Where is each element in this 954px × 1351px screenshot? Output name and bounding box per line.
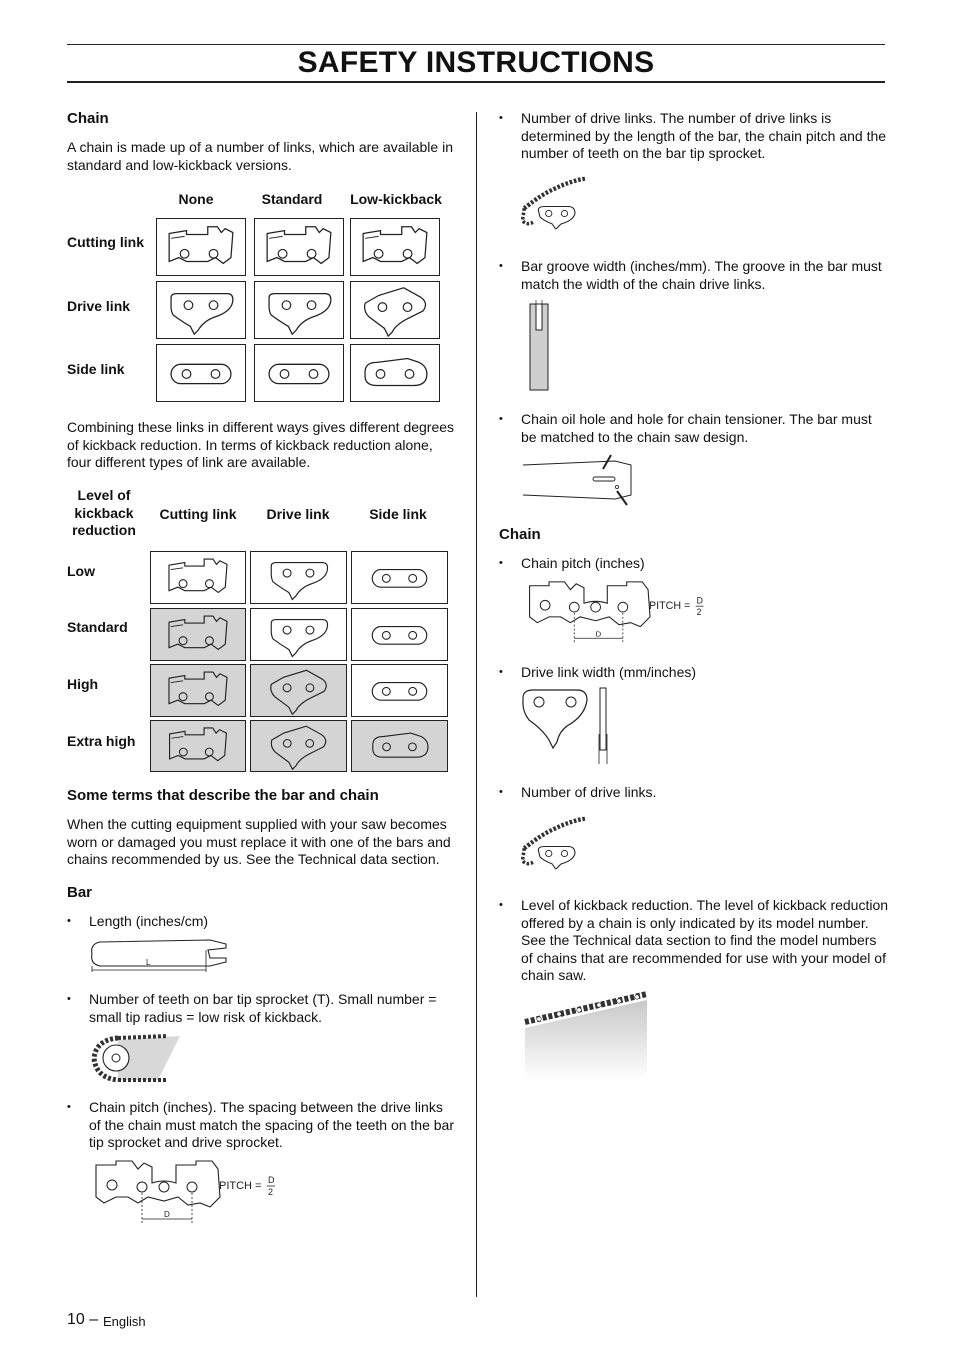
chain-pitch-label: PITCH = xyxy=(649,600,691,613)
table2-col-drive-link: Drive link xyxy=(266,506,330,522)
extra-high-side-link-image xyxy=(351,720,448,772)
right-chain-heading: Chain xyxy=(499,526,541,543)
high-cutting-link-image xyxy=(150,664,246,717)
high-drive-link-image xyxy=(250,664,347,717)
kickback-level-bullet: • Level of kickback reduction. The level of kickback reduction offered by a chain is only indicated by its model number. See the Technical data section to find the model numbers of chains that are recommended for use with your model of chain saw. xyxy=(499,897,889,985)
table2-row-high: High xyxy=(67,676,99,692)
terms-text: When the cutting equipment supplied with your saw becomes worn or damaged you must replace it with one of the bars and chains recommended by us. See the Technical data section. xyxy=(67,816,451,867)
side-link-standard-image xyxy=(254,344,344,402)
page-number: 10 – xyxy=(67,1311,99,1328)
column-divider xyxy=(476,112,477,1297)
table1-col-low-kickback: Low-kickback xyxy=(350,191,442,207)
cutting-link-standard-image xyxy=(254,218,344,276)
number-drive-links-figure xyxy=(519,808,589,878)
standard-cutting-link-image xyxy=(150,608,246,661)
low-drive-link-image xyxy=(250,551,347,604)
drive-link-width-bullet: • Drive link width (mm/inches) xyxy=(499,664,889,682)
page-title: SAFETY INSTRUCTIONS xyxy=(297,46,655,79)
table2-corner-label: Level of kickback reduction xyxy=(72,487,136,538)
chain-pitch-numerator: D xyxy=(696,595,703,606)
low-cutting-link-image xyxy=(150,551,246,604)
bar-length-label: L xyxy=(146,958,151,967)
number-drive-links-bullet: • Number of drive links. xyxy=(499,784,889,802)
high-side-link-image xyxy=(351,664,448,717)
oil-hole-figure xyxy=(519,451,639,511)
low-side-link-image xyxy=(351,551,448,604)
table2-row-standard: Standard xyxy=(67,619,128,635)
side-link-none-image xyxy=(156,344,246,402)
chain-intro: A chain is made up of a number of links, which are available in standard and low-kickback versions. xyxy=(67,139,453,173)
bar-heading: Bar xyxy=(67,884,93,901)
standard-side-link-image xyxy=(351,608,448,661)
bar-chain-pitch-bullet: • Chain pitch (inches). The spacing between the drive links of the chain must match the spacing of the teeth on the bar tip sprocket and drive sprocket. xyxy=(67,1099,457,1152)
table1-col-none: None xyxy=(178,191,214,207)
table1-row-cutting-link: Cutting link xyxy=(67,234,144,250)
bar-pitch-label: PITCH = xyxy=(219,1180,262,1192)
table1-col-standard: Standard xyxy=(261,191,323,207)
combine-text: Combining these links in different ways gives different degrees of kickback reduction. In terms of kickback reduction alone, four different types of link are available. xyxy=(67,419,455,470)
drive-link-standard-image xyxy=(254,281,344,339)
drive-links-bullet: • Number of drive links. The number of drive links is determined by the length of the bar, the chain pitch and the number of teeth on the bar tip sprocket. xyxy=(499,110,889,163)
kickback-level-figure xyxy=(519,988,651,1080)
header-rule-bottom xyxy=(67,81,885,83)
header-rule-top xyxy=(67,44,885,45)
bar-length-bullet: • Length (inches/cm) xyxy=(67,913,457,931)
bar-tip-sprocket-bullet: • Number of teeth on bar tip sprocket (T). Small number = small tip radius = low risk of kickback. xyxy=(67,991,457,1026)
bar-groove-bullet: • Bar groove width (inches/mm). The groove in the bar must match the width of the chain drive links. xyxy=(499,258,889,293)
bar-length-figure xyxy=(88,936,233,972)
chain-d-label: D xyxy=(595,629,602,639)
cutting-link-none-image xyxy=(156,218,246,276)
bar-groove-figure xyxy=(524,300,554,392)
standard-drive-link-image xyxy=(250,608,347,661)
drive-link-low-kickback-image xyxy=(350,281,440,339)
bar-chain-pitch-figure xyxy=(88,1157,284,1227)
table1-row-drive-link: Drive link xyxy=(67,298,131,314)
extra-high-drive-link-image xyxy=(250,720,347,772)
table2-col-cutting-link: Cutting link xyxy=(159,506,237,522)
cutting-link-low-kickback-image xyxy=(350,218,440,276)
drive-link-none-image xyxy=(156,281,246,339)
table1-row-side-link: Side link xyxy=(67,361,125,377)
chain-pitch-bullet: • Chain pitch (inches) xyxy=(499,555,889,573)
table2-row-low: Low xyxy=(67,563,95,579)
drive-link-width-figure xyxy=(519,686,619,766)
bar-tip-sprocket-figure xyxy=(88,1032,198,1086)
table2-col-side-link: Side link xyxy=(369,506,427,522)
chain-heading: Chain xyxy=(67,110,109,127)
chain-pitch-figure xyxy=(519,578,715,646)
bar-d-label: D xyxy=(164,1210,170,1219)
table2-row-extra-high: Extra high xyxy=(67,733,136,749)
extra-high-cutting-link-image xyxy=(150,720,246,772)
bar-pitch-denominator: 2 xyxy=(268,1187,274,1197)
bar-pitch-numerator: D xyxy=(268,1175,275,1185)
chain-pitch-denominator: 2 xyxy=(696,606,702,617)
oil-hole-bullet: • Chain oil hole and hole for chain tensioner. The bar must be matched to the chain saw design. xyxy=(499,411,889,446)
terms-heading: Some terms that describe the bar and chain xyxy=(67,787,379,804)
footer-language: English xyxy=(103,1314,146,1329)
side-link-low-kickback-image xyxy=(350,344,440,402)
drive-links-figure xyxy=(519,168,589,238)
